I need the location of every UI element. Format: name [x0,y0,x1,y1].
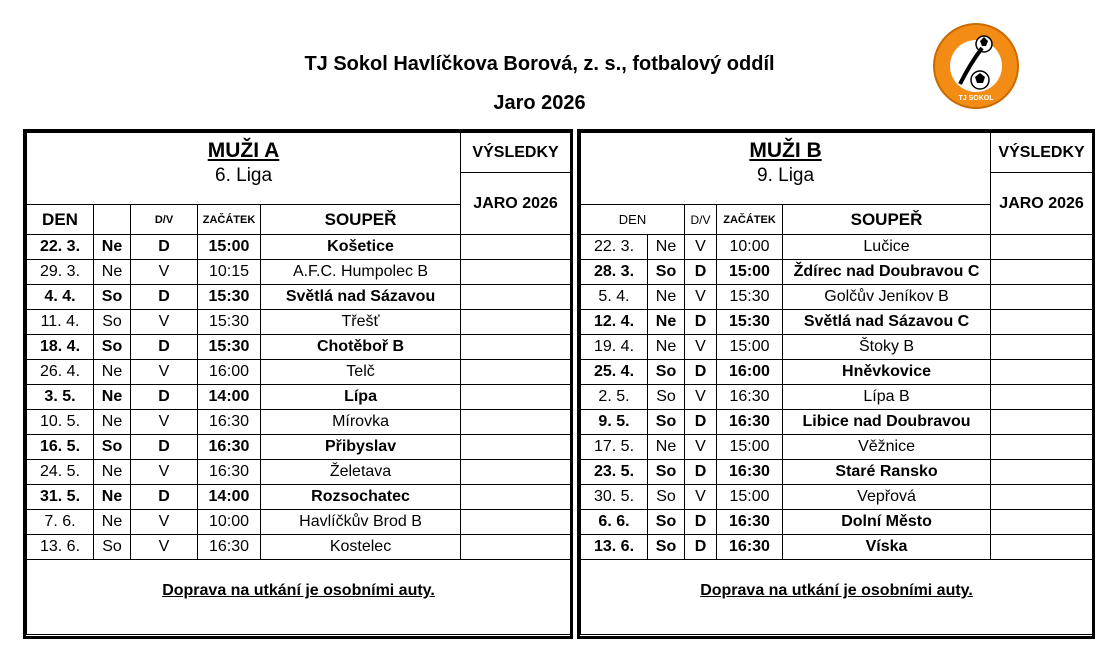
match-day: Ne [94,360,131,385]
match-result [461,510,571,535]
match-row [27,285,571,310]
match-date: 11. 4. [27,310,94,335]
match-venue: V [685,335,717,360]
match-date: 31. 5. [27,485,94,510]
col-dv-b: D/V [685,205,717,235]
match-venue: V [131,510,198,535]
match-row [581,260,1093,285]
match-result [991,260,1093,285]
match-venue: V [131,260,198,285]
match-date: 23. 5. [581,460,648,485]
match-date: 7. 6. [27,510,94,535]
match-result [991,235,1093,260]
match-venue: V [131,460,198,485]
match-result [991,310,1093,335]
match-time: 16:00 [717,360,783,385]
match-time: 15:00 [717,435,783,460]
match-time: 15:00 [717,335,783,360]
match-result [991,285,1093,310]
match-result [461,285,571,310]
match-date: 6. 6. [581,510,648,535]
match-day: So [648,460,685,485]
match-day: So [648,485,685,510]
match-opponent: Přibyslav [261,435,461,460]
match-venue: V [131,310,198,335]
match-row [581,335,1093,360]
match-opponent: Lípa [261,385,461,410]
match-result [991,510,1093,535]
match-opponent: Ždírec nad Doubravou C [783,260,991,285]
match-result [461,335,571,360]
match-time: 16:30 [198,435,261,460]
match-row [581,510,1093,535]
match-date: 17. 5. [581,435,648,460]
match-day: So [648,360,685,385]
match-venue: V [685,285,717,310]
match-date: 13. 6. [581,535,648,560]
match-opponent: Telč [261,360,461,385]
match-date: 2. 5. [581,385,648,410]
match-result [461,385,571,410]
match-time: 15:00 [717,485,783,510]
match-day: So [648,385,685,410]
match-day: So [648,260,685,285]
match-row [581,410,1093,435]
match-venue: V [131,360,198,385]
match-time: 10:15 [198,260,261,285]
match-date: 16. 5. [27,435,94,460]
team-b-table [580,132,1093,635]
match-venue: D [685,535,717,560]
match-date: 13. 6. [27,535,94,560]
col-zacatek: ZAČÁTEK [198,205,261,235]
match-time: 15:30 [198,335,261,360]
match-result [461,460,571,485]
match-time: 16:30 [198,410,261,435]
match-day: Ne [94,485,131,510]
match-result [461,435,571,460]
match-row [27,435,571,460]
match-row [581,535,1093,560]
match-date: 22. 3. [581,235,648,260]
match-day: Ne [94,235,131,260]
match-opponent: A.F.C. Humpolec B [261,260,461,285]
svg-text:TJ SOKOL: TJ SOKOL [958,95,994,102]
match-date: 10. 5. [27,410,94,435]
team-a-name: MUŽI A [207,139,280,162]
col-den-b: DEN [581,205,685,235]
match-opponent: Dolní Město [783,510,991,535]
match-day: So [94,335,131,360]
match-time: 15:00 [717,260,783,285]
match-day: Ne [648,435,685,460]
match-row [27,460,571,485]
match-opponent: Víska [783,535,991,560]
match-time: 15:30 [198,285,261,310]
match-time: 16:30 [717,385,783,410]
match-row [27,335,571,360]
col-dv: D/V [131,205,198,235]
match-result [991,385,1093,410]
match-date: 24. 5. [27,460,94,485]
match-time: 14:00 [198,385,261,410]
team-a-header [27,133,461,205]
match-result [991,535,1093,560]
col-den: DEN [27,205,94,235]
match-time: 15:30 [717,310,783,335]
results-header-b: VÝSLEDKY [991,133,1093,173]
match-opponent: Věžnice [783,435,991,460]
match-result [461,410,571,435]
match-time: 14:00 [198,485,261,510]
page-title: TJ Sokol Havlíčkova Borová, z. s., fotbalový oddíl [304,53,775,75]
season-column-header-b: JARO 2026 [991,173,1093,235]
match-time: 16:30 [717,510,783,535]
match-opponent: Hněvkovice [783,360,991,385]
match-time: 16:00 [198,360,261,385]
match-result [461,360,571,385]
match-time: 16:30 [198,460,261,485]
match-result [991,435,1093,460]
match-date: 12. 4. [581,310,648,335]
match-time: 15:30 [198,310,261,335]
team-a-league: 6. Liga [215,165,273,186]
match-day: Ne [648,285,685,310]
match-opponent: Lípa B [783,385,991,410]
match-row [27,535,571,560]
team-b-note: Doprava na utkání je osobními auty. [581,560,1093,635]
match-result [461,260,571,285]
match-opponent: Mírovka [261,410,461,435]
match-row [581,435,1093,460]
match-day: So [94,435,131,460]
match-row [581,485,1093,510]
match-day: Ne [648,335,685,360]
col-souper: SOUPEŘ [261,205,461,235]
match-opponent: Rozsochatec [261,485,461,510]
match-row [27,510,571,535]
match-row [27,235,571,260]
results-header: VÝSLEDKY [461,133,571,173]
match-day: Ne [648,235,685,260]
match-time: 16:30 [198,535,261,560]
match-venue: D [131,335,198,360]
match-venue: D [685,360,717,385]
match-time: 10:00 [198,510,261,535]
match-opponent: Lučice [783,235,991,260]
match-date: 19. 4. [581,335,648,360]
match-time: 10:00 [717,235,783,260]
match-opponent: Golčův Jeníkov B [783,285,991,310]
match-opponent: Havlíčkův Brod B [261,510,461,535]
match-venue: D [131,285,198,310]
match-row [27,385,571,410]
match-venue: D [685,510,717,535]
match-row [581,285,1093,310]
match-day: So [94,535,131,560]
match-row [27,485,571,510]
match-result [461,310,571,335]
match-day: Ne [94,260,131,285]
season-column-header: JARO 2026 [461,173,571,235]
match-date: 29. 3. [27,260,94,285]
match-opponent: Košetice [261,235,461,260]
match-result [461,535,571,560]
match-day: Ne [94,410,131,435]
team-b-panel [577,129,1095,639]
team-b-header [581,133,991,205]
match-date: 30. 5. [581,485,648,510]
match-venue: D [685,310,717,335]
match-day: Ne [94,460,131,485]
team-b-league: 9. Liga [757,165,815,186]
match-day: So [94,310,131,335]
match-time: 15:30 [717,285,783,310]
match-venue: V [685,385,717,410]
match-result [991,485,1093,510]
match-venue: D [131,235,198,260]
match-date: 26. 4. [27,360,94,385]
match-day: Ne [94,385,131,410]
match-result [461,485,571,510]
match-result [991,335,1093,360]
col-zacatek-b: ZAČÁTEK [717,205,783,235]
match-day: Ne [94,510,131,535]
match-date: 18. 4. [27,335,94,360]
match-day: So [648,510,685,535]
match-date: 5. 4. [581,285,648,310]
match-venue: V [131,410,198,435]
match-time: 16:30 [717,535,783,560]
match-opponent: Třešť [261,310,461,335]
match-row [581,385,1093,410]
match-row [27,310,571,335]
match-date: 3. 5. [27,385,94,410]
match-row [27,410,571,435]
match-venue: D [685,460,717,485]
match-result [991,360,1093,385]
match-date: 25. 4. [581,360,648,385]
match-row [581,360,1093,385]
match-opponent: Libice nad Doubravou [783,410,991,435]
match-date: 22. 3. [27,235,94,260]
match-row [27,360,571,385]
match-venue: V [685,485,717,510]
match-day: So [94,285,131,310]
match-opponent: Staré Ransko [783,460,991,485]
season-title: Jaro 2026 [493,92,586,114]
match-opponent: Světlá nad Sázavou C [783,310,991,335]
match-row [27,260,571,285]
match-result [991,410,1093,435]
match-row [581,310,1093,335]
match-day: So [648,535,685,560]
match-day: Ne [648,310,685,335]
match-opponent: Vepřová [783,485,991,510]
col-souper-b: SOUPEŘ [783,205,991,235]
match-venue: V [685,435,717,460]
match-date: 4. 4. [27,285,94,310]
match-time: 15:00 [198,235,261,260]
match-venue: D [685,260,717,285]
team-b-name: MUŽI B [749,139,822,162]
team-a-note: Doprava na utkání je osobními auty. [27,560,571,635]
match-result [991,460,1093,485]
match-venue: D [131,485,198,510]
match-date: 9. 5. [581,410,648,435]
match-row [581,235,1093,260]
match-result [461,235,571,260]
match-venue: D [131,435,198,460]
match-day: So [648,410,685,435]
team-a-table [26,132,571,635]
match-opponent: Kostelec [261,535,461,560]
match-opponent: Chotěboř B [261,335,461,360]
match-venue: V [131,535,198,560]
club-logo-icon [932,22,1020,110]
match-opponent: Štoky B [783,335,991,360]
match-opponent: Světlá nad Sázavou [261,285,461,310]
match-opponent: Želetava [261,460,461,485]
match-row [581,460,1093,485]
match-venue: D [131,385,198,410]
team-a-panel [23,129,573,639]
match-venue: V [685,235,717,260]
match-venue: D [685,410,717,435]
match-time: 16:30 [717,410,783,435]
match-date: 28. 3. [581,260,648,285]
match-time: 16:30 [717,460,783,485]
